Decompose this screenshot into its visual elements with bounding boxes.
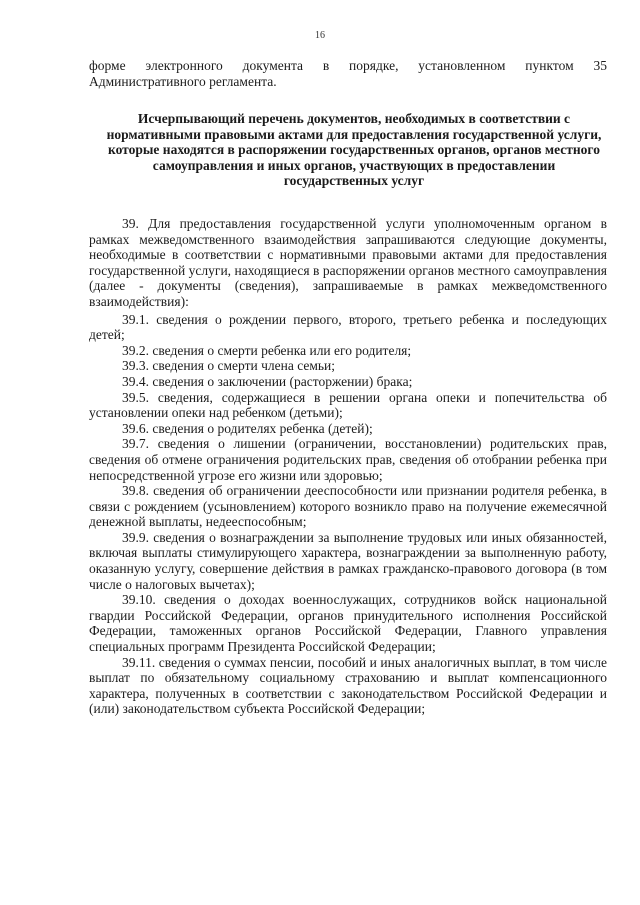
paragraph-39-6: 39.6. сведения о родителях ребенка (детей); xyxy=(122,420,373,436)
paragraph-39-2: 39.2. сведения о смерти ребенка или его родителя; xyxy=(122,342,412,358)
paragraph-39-11: 39.11. сведения о суммах пенсии, пособий и иных аналогичных выплат, в том числе выплат по обязательному социальному страхованию и выплат компенсационного характера, полученных в соответствии с законодательством Российской Федерации и (или) законодательством субъекта Российской Федерации; xyxy=(89,654,607,717)
paragraph-39-3: 39.3. сведения о смерти члена семьи; xyxy=(122,358,336,374)
documents-list xyxy=(89,216,607,717)
paragraph-39-5: 39.5. сведения, содержащиеся в решении органа опеки и попечительства об установлении опеки над ребенком (детьми); xyxy=(89,389,607,421)
paragraph-39-8: 39.8. сведения об ограничении дееспособности или признании родителя ребенка, в связи с рождением (усыновлением) которого возникло право на получение ежемесячной денежной выплаты, недееспособным; xyxy=(89,483,607,530)
paragraph-39-9: 39.9. сведения о вознаграждении за выполнение трудовых или иных обязанностей, включая выплаты стимулирующего характера, вознаграждении за выполненную работу, оказанную услугу, совершение действия в рамках гражданско-правового договора (в том числе о налоговых вычетах); xyxy=(89,529,607,592)
intro-paragraph: форме электронного документа в порядке, установленном пунктом 35 Административного регламента. xyxy=(89,58,607,89)
paragraph-39-4: 39.4. сведения о заключении (расторжении) брака; xyxy=(122,373,413,389)
page-number: 16 xyxy=(315,30,325,41)
section-heading: Исчерпывающий перечень документов, необходимых в соответствии с нормативными правовыми актами для предоставления государственной услуги, которые находятся в распоряжении государственных органов, органов местного самоуправления и иных органов, участвующих в предоставлении государственных услуг xyxy=(106,111,602,189)
paragraph-39-1: 39.1. сведения о рождении первого, второго, третьего ребенка и последующих детей; xyxy=(89,311,607,343)
intro-text-block xyxy=(89,58,607,89)
paragraph-39-7: 39.7. сведения о лишении (ограничении, восстановлении) родительских прав, сведения об отмене ограничения родительских прав, сведения об отобрании ребенка при непосредственной угрозе его жизни или здоровью; xyxy=(89,436,607,483)
paragraph-39-10: 39.10. сведения о доходах военнослужащих, сотрудников войск национальной гвардии Российской Федерации, органов принудительного исполнения Российской Федерации, таможенных органов Российской Федерации, Главного управления специальных программ Президента Российской Федерации; xyxy=(89,592,607,655)
paragraph-39: 39. Для предоставления государственной услуги уполномоченным органом в рамках межведомственного взаимодействия запрашиваются следующие документы, необходимые в соответствии с нормативными правовыми актами для предоставления государственной услуги, находящиеся в распоряжении органов местного самоуправления (далее - документы (сведения), запрашиваемые в рамках межведомственного взаимодействия): xyxy=(89,216,607,309)
